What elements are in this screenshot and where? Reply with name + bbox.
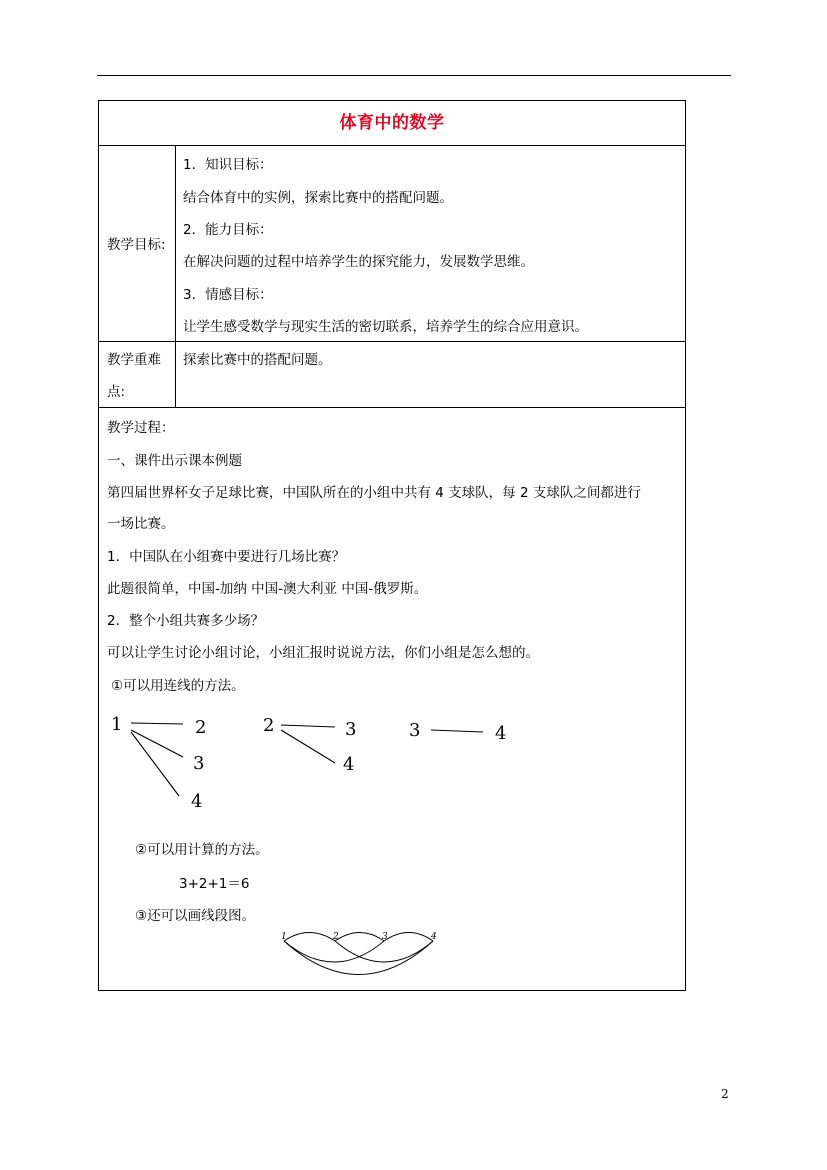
key-points-text: 探索比赛中的搭配问题。 xyxy=(183,352,332,368)
connector-line xyxy=(281,725,335,727)
objective-item: 让学生感受数学与现实生活的密切联系，培养学生的综合应用意识。 xyxy=(183,319,588,335)
page-number: 2 xyxy=(721,1087,729,1101)
node-label: 3 xyxy=(193,753,205,774)
header-rule xyxy=(97,75,731,76)
connector-line xyxy=(131,730,183,757)
process-section xyxy=(99,408,685,992)
node-label: 4 xyxy=(191,791,203,812)
method-2: ②可以用计算的方法。 xyxy=(135,842,269,858)
page-title: 体育中的数学 xyxy=(339,113,445,133)
arc-1-2 xyxy=(284,933,335,942)
arc-node-label: 2 xyxy=(333,932,339,942)
connector-line xyxy=(131,732,179,796)
arc-node-label: 3 xyxy=(382,932,388,942)
line-group-3 xyxy=(409,720,506,744)
method-1: ①可以用连线的方法。 xyxy=(111,678,245,694)
problem-text: 第四届世界杯女子足球比赛，中国队所在的小组中共有 4 支球队，每 2 支球队之间都进行 xyxy=(107,485,641,501)
connector-line xyxy=(431,730,483,732)
section-heading: 一、课件出示课本例题 xyxy=(107,453,242,469)
arc-2-3 xyxy=(335,933,384,942)
line-group-1 xyxy=(111,714,206,812)
arc-2-4 xyxy=(335,941,433,962)
node-label: 2 xyxy=(195,717,207,738)
node-label: 2 xyxy=(263,715,275,736)
arc-1-4 xyxy=(284,941,433,975)
arc-3-4 xyxy=(384,933,433,942)
objective-item: 结合体育中的实例，探索比赛中的搭配问题。 xyxy=(183,190,453,206)
connector-line xyxy=(281,730,335,763)
title-row xyxy=(99,101,685,146)
objectives-label: 教学目标: xyxy=(107,237,166,253)
connection-line-diagram xyxy=(107,708,527,818)
key-points-row xyxy=(99,342,685,408)
node-label: 4 xyxy=(495,723,507,744)
arc-1-3 xyxy=(284,941,384,962)
key-points-label: 教学重难 xyxy=(107,352,161,368)
connector-line xyxy=(131,723,183,724)
question-2: 2．整个小组共赛多少场？ xyxy=(107,613,265,629)
key-points-label-cont: 点: xyxy=(107,384,126,400)
objective-item: 3．情感目标： xyxy=(183,287,273,303)
objective-item: 1．知识目标： xyxy=(183,157,273,173)
node-label: 3 xyxy=(409,720,421,741)
arc-node-label: 1 xyxy=(281,932,287,942)
process-heading: 教学过程： xyxy=(107,420,175,436)
method-3: ③还可以画线段图。 xyxy=(135,908,256,924)
objective-item: 2．能力目标： xyxy=(183,222,273,238)
formula: 3+2+1＝6 xyxy=(179,876,250,892)
problem-text-cont: 一场比赛。 xyxy=(107,516,175,532)
line-group-2 xyxy=(263,715,356,775)
arc-diagram xyxy=(277,928,447,988)
question-1: 1．中国队在小组赛中要进行几场比赛？ xyxy=(107,549,346,565)
node-label: 3 xyxy=(345,719,357,740)
node-label: 4 xyxy=(343,754,355,775)
answer-1: 此题很简单，中国-加纳 中国-澳大利亚 中国-俄罗斯。 xyxy=(107,581,428,597)
lesson-plan-table xyxy=(98,100,686,991)
arc-node-label: 4 xyxy=(431,932,437,942)
discussion-text: 可以让学生讨论小组讨论，小组汇报时说说方法，你们小组是怎么想的。 xyxy=(107,645,539,661)
objective-item: 在解决问题的过程中培养学生的探究能力，发展数学思维。 xyxy=(183,254,534,270)
objectives-row xyxy=(99,146,685,342)
node-label: 1 xyxy=(111,714,123,735)
